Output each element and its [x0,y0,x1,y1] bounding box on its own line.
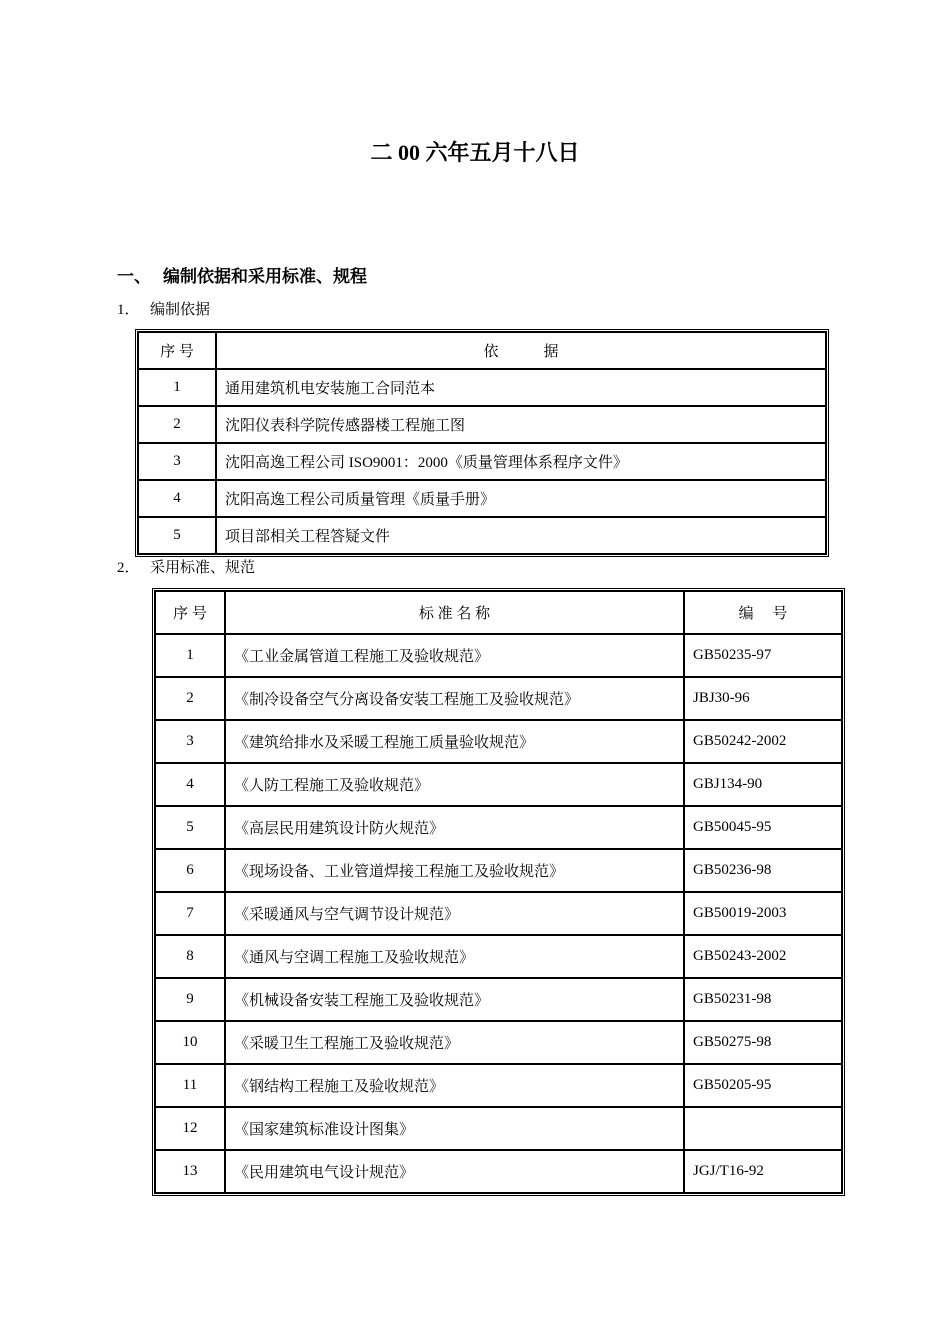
cell-seq: 6 [155,849,225,892]
header-basis: 依 据 [216,332,826,369]
table-row [155,1150,842,1193]
cell-standard-name: 《采暖卫生工程施工及验收规范》 [225,1021,684,1064]
table-header-row [138,332,826,369]
cell-code: GB50231-98 [684,978,842,1021]
cell-seq: 7 [155,892,225,935]
subheading-number: 1． [117,302,140,318]
cell-seq: 2 [138,406,216,443]
cell-code: GB50275-98 [684,1021,842,1064]
cell-standard-name: 《人防工程施工及验收规范》 [225,763,684,806]
table-row [155,892,842,935]
cell-seq: 4 [138,480,216,517]
cell-standard-name: 《通风与空调工程施工及验收规范》 [225,935,684,978]
subheading-number: 2． [117,560,140,576]
table-header-row [155,591,842,634]
cell-seq: 3 [138,443,216,480]
table-row [155,763,842,806]
cell-standard-name: 《机械设备安装工程施工及验收规范》 [225,978,684,1021]
header-seq: 序 号 [155,591,225,634]
cell-seq: 4 [155,763,225,806]
table-row [155,720,842,763]
subheading-standards [117,556,255,577]
cell-seq: 1 [138,369,216,406]
section-title: 编制依据和采用标准、规程 [163,267,367,286]
cell-standard-name: 《民用建筑电气设计规范》 [225,1150,684,1193]
cell-seq: 8 [155,935,225,978]
cell-seq: 12 [155,1107,225,1150]
cell-standard-name: 《工业金属管道工程施工及验收规范》 [225,634,684,677]
table-row [155,634,842,677]
table-row [155,1107,842,1150]
table-row [155,849,842,892]
cell-code: GB50236-98 [684,849,842,892]
section-number: 一、 [117,267,151,286]
table-row [155,935,842,978]
cell-standard-name: 《钢结构工程施工及验收规范》 [225,1064,684,1107]
cell-seq: 3 [155,720,225,763]
section-heading [117,262,367,287]
table-row [155,677,842,720]
table-row [138,406,826,443]
subheading-title: 采用标准、规范 [150,560,256,576]
cell-standard-name: 《现场设备、工业管道焊接工程施工及验收规范》 [225,849,684,892]
subheading-title: 编制依据 [150,302,211,318]
header-standard-name: 标 准 名 称 [225,591,684,634]
cell-code: GB50235-97 [684,634,842,677]
cell-standard-name: 《采暖通风与空气调节设计规范》 [225,892,684,935]
cell-code: GB50205-95 [684,1064,842,1107]
cell-basis: 沈阳高逸工程公司 ISO9001：2000《质量管理体系程序文件》 [216,443,826,480]
cell-basis: 项目部相关工程答疑文件 [216,517,826,554]
basis-table [135,329,829,557]
cell-basis: 沈阳高逸工程公司质量管理《质量手册》 [216,480,826,517]
subheading-basis [117,298,210,319]
cell-code: GBJ134-90 [684,763,842,806]
cell-seq: 13 [155,1150,225,1193]
cell-code: JBJ30-96 [684,677,842,720]
table-row [138,517,826,554]
cell-code [684,1107,842,1150]
cell-seq: 5 [138,517,216,554]
cell-seq: 10 [155,1021,225,1064]
table-row [155,1064,842,1107]
cell-code: GB50242-2002 [684,720,842,763]
cell-seq: 11 [155,1064,225,1107]
date-title: 二 00 六年五月十八日 [370,140,580,165]
table-row [155,978,842,1021]
table-row [138,480,826,517]
cell-seq: 1 [155,634,225,677]
cell-code: GB50243-2002 [684,935,842,978]
cell-standard-name: 《国家建筑标准设计图集》 [225,1107,684,1150]
cell-standard-name: 《建筑给排水及采暖工程施工质量验收规范》 [225,720,684,763]
header-code: 编 号 [684,591,842,634]
cell-code: GB50045-95 [684,806,842,849]
table-row [138,369,826,406]
cell-basis: 通用建筑机电安装施工合同范本 [216,369,826,406]
table-row [138,443,826,480]
cell-seq: 2 [155,677,225,720]
table-row [155,1021,842,1064]
cell-basis: 沈阳仪表科学院传感器楼工程施工图 [216,406,826,443]
cell-standard-name: 《制冷设备空气分离设备安装工程施工及验收规范》 [225,677,684,720]
table-row [155,806,842,849]
header-seq: 序 号 [138,332,216,369]
cell-code: GB50019-2003 [684,892,842,935]
standards-table [152,588,845,1196]
cell-code: JGJ/T16-92 [684,1150,842,1193]
cell-seq: 5 [155,806,225,849]
cell-standard-name: 《高层民用建筑设计防火规范》 [225,806,684,849]
cell-seq: 9 [155,978,225,1021]
